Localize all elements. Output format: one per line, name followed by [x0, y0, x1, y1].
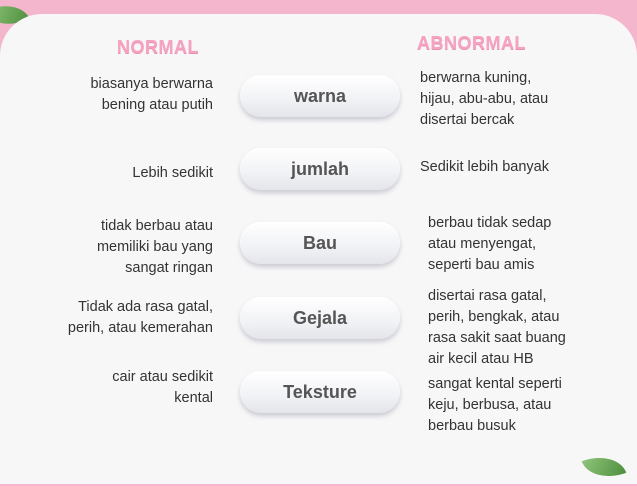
normal-description: Tidak ada rasa gatal, perih, atau kemerahan: [67, 299, 213, 336]
abnormal-description: Sedikit lebih banyak: [420, 159, 549, 175]
normal-header: NORMAL: [117, 37, 199, 57]
abnormal-description: berwarna kuning, hijau, abu-abu, atau disertai bercak: [420, 70, 549, 128]
abnormal-description: sangat kental seperti keju, berbusa, atau berbau busuk: [428, 376, 562, 434]
normal-description: cair atau sedikit kental: [112, 369, 213, 406]
row-label-pill: Gejala: [240, 297, 400, 339]
normal-description: tidak berbau atau memiliki bau yang sangat ringan: [96, 218, 213, 276]
row-label-pill: Teksture: [240, 371, 400, 413]
row-label-pill: warna: [240, 75, 400, 117]
abnormal-description: disertai rasa gatal, perih, bengkak, atau rasa sakit saat buang air kecil atau HB: [428, 288, 566, 367]
normal-description: Lebih sedikit: [132, 165, 213, 181]
abnormal-header: ABNORMAL: [417, 33, 526, 53]
row-label-pill: Bau: [240, 222, 400, 264]
abnormal-description: berbau tidak sedap atau menyengat, seperti bau amis: [428, 215, 552, 273]
normal-description: biasanya berwarna bening atau putih: [90, 76, 213, 113]
row-label-pill: jumlah: [240, 148, 400, 190]
